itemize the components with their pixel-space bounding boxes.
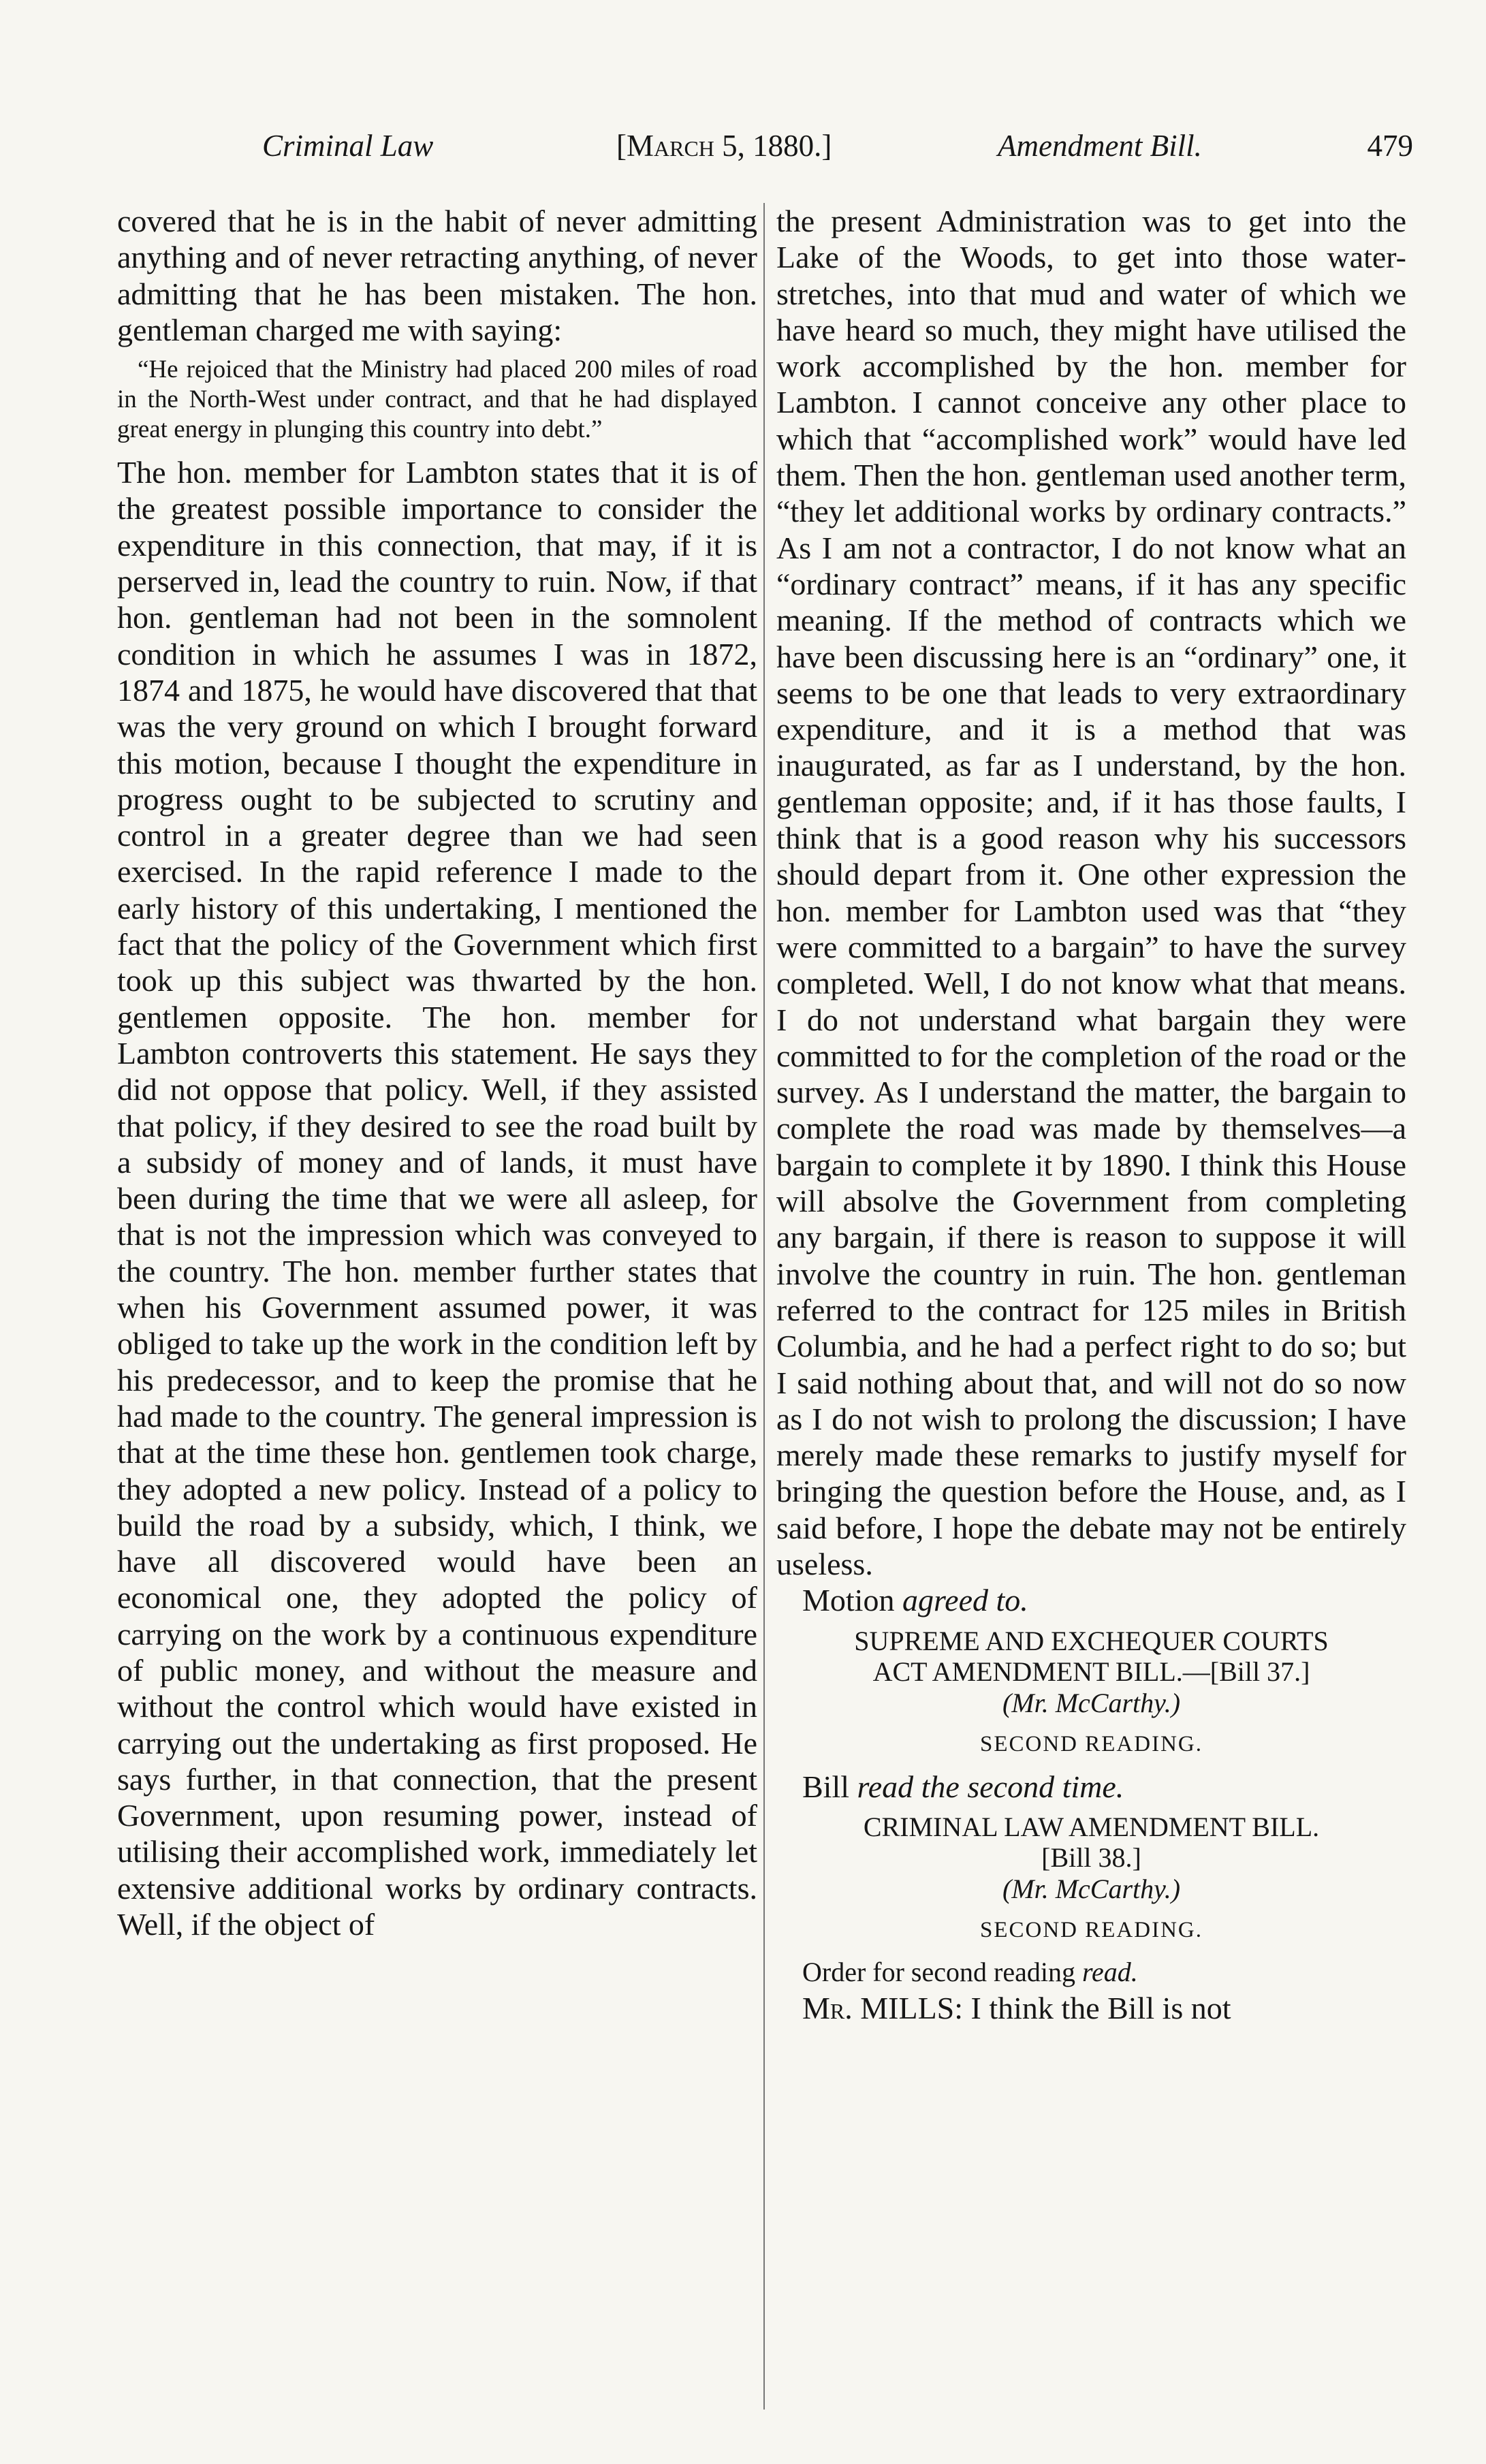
bill-37-reading-label: SECOND READING. xyxy=(980,1731,1203,1756)
header-date-text: [March 5, 1880.] xyxy=(616,129,832,163)
header-left-title: Criminal Law xyxy=(262,129,434,163)
right-column xyxy=(776,203,1406,2026)
order-italic: read. xyxy=(1081,1956,1138,1987)
speaker-name: Mr. MILLS xyxy=(802,1990,955,2025)
bill-37-text-italic: read the second time. xyxy=(857,1769,1124,1804)
quoted-passage: “He rejoiced that the Ministry had placed 200 miles of road in the North-West under contract, and that he had displayed great energy in plunging this country into debt.” xyxy=(117,356,757,444)
motion-italic: agreed to. xyxy=(902,1583,1028,1618)
right-paragraph-1: the present Administration was to get into the Lake of the Woods, to get into those water-stretches, into that mud and water of which we have heard so much, they might have utilised the work accomplished by the hon. member for Lambton. I cannot conceive any other place to which that “accomplished work” would have led them. Then the hon. gentleman used another term, “they let additional works by ordinary contracts.” As I am not a contractor, I do not know what an “ordinary contract” means, if it has any specific meaning. If the method of contracts which we have been discussing here is an “ordinary” one, it seems to be one that leads to very extraordinary expenditure, and it is a method that was inaugurated, as far as I understand, by the hon. gentleman opposite; and, if it has those faults, I think that is a good reason why his successors should depart from it. One other expression the hon. member for Lambton used was that “they were committed to a bargain” to have the survey completed. Well, I do not know what that means. I do not understand what bargain they were committed to for the completion of the road or the survey. As I understand the matter, the bargain to complete the road was made by themselves—a bargain to complete it by 1890. I think this House will absolve the Government from completing any bargain, if there is reason to suppose it will involve the country in ruin. The hon. gentleman referred to the contract for 125 miles in British Columbia, and he had a perfect right to do so; but I said nothing about that, and will not do so now as I do not wish to prolong the discussion; I have merely made these remarks to justify myself for bringing the question before the House, and, as I said before, I hope the debate may not be entirely useless. xyxy=(776,204,1406,1581)
order-line xyxy=(776,1955,1406,1990)
left-paragraph-1: covered that he is in the habit of never admitting anything and of never retracting anything, of never admitting that he has been mistaken. The hon. gentleman charged me with saying: xyxy=(117,204,757,347)
mills-speech xyxy=(776,1990,1406,2026)
bill-37-heading xyxy=(776,1626,1406,1687)
column-divider xyxy=(763,203,765,2410)
bill-38-heading-line-1: CRIMINAL LAW AMENDMENT BILL. xyxy=(863,1811,1320,1842)
bill-37-text-prefix: Bill xyxy=(802,1769,850,1804)
bill-37-text xyxy=(776,1769,1406,1805)
page-number: 479 xyxy=(1367,129,1413,163)
left-paragraph-2: The hon. member for Lambton states that it is of the greatest possible importance to consider the expenditure in this connection, that may, if it is perserved in, lead the country to ruin. Now, if that hon. gentleman had not been in the somnolent condition in which he assumes I was in 1872, 1874 and 1875, he would have discovered that that was the very ground on which I brought forward this motion, because I thought the expenditure in progress ought to be subjected to scrutiny and control in a greater degree than we had seen exercised. In the rapid reference I made to the early history of this undertaking, I mentioned the fact that the policy of the Government which first took up this subject was thwarted by the hon. gentlemen opposite. The hon. member for Lambton controverts this statement. He says they did not oppose that policy. Well, if they assisted that policy, if they desired to see the road built by a subsidy of money and of lands, it must have been during the time that we were all asleep, for that is not the impression which was conveyed to the country. The hon. member further states that when his Government assumed power, it was obliged to take up the work in the condition left by his predecessor, and to keep the promise that he had made to the country. The general impression is that at the time these hon. gentlemen took charge, they adopted a new policy. Instead of a policy to build the road by a subsidy, which, I think, we have all discovered would have been an economical one, they adopted the policy of carrying on the work by a continuous expenditure of public money, and without the measure and without the control which would have existed in carrying out the undertaking as first proposed. He says further, in that connection, that the present Government, upon resuming power, instead of utilising their accomplished work, immediately let extensive additional works by ordinary contracts. Well, if the object of xyxy=(117,455,757,1942)
bill-38-heading xyxy=(776,1812,1406,1873)
bill-37-heading-line-2: ACT AMENDMENT BILL.—[Bill 37.] xyxy=(872,1656,1310,1687)
bill-37-byline: (Mr. McCarthy.) xyxy=(1002,1687,1181,1718)
order-prefix: Order for second reading xyxy=(802,1956,1075,1987)
motion-prefix: Motion xyxy=(802,1583,895,1618)
header-right-title: Amendment Bill. xyxy=(998,129,1202,163)
mills-speech-text: : I think the Bill is not xyxy=(954,1990,1231,2025)
bill-38-heading-line-2: [Bill 38.] xyxy=(1041,1842,1141,1873)
left-column xyxy=(117,203,757,1942)
bill-37-heading-line-1: SUPREME AND EXCHEQUER COURTS xyxy=(854,1625,1329,1656)
bill-38-byline: (Mr. McCarthy.) xyxy=(1002,1873,1181,1904)
running-header xyxy=(262,128,1413,177)
motion-line xyxy=(776,1582,1406,1618)
bill-38-reading-label: SECOND READING. xyxy=(980,1917,1203,1942)
